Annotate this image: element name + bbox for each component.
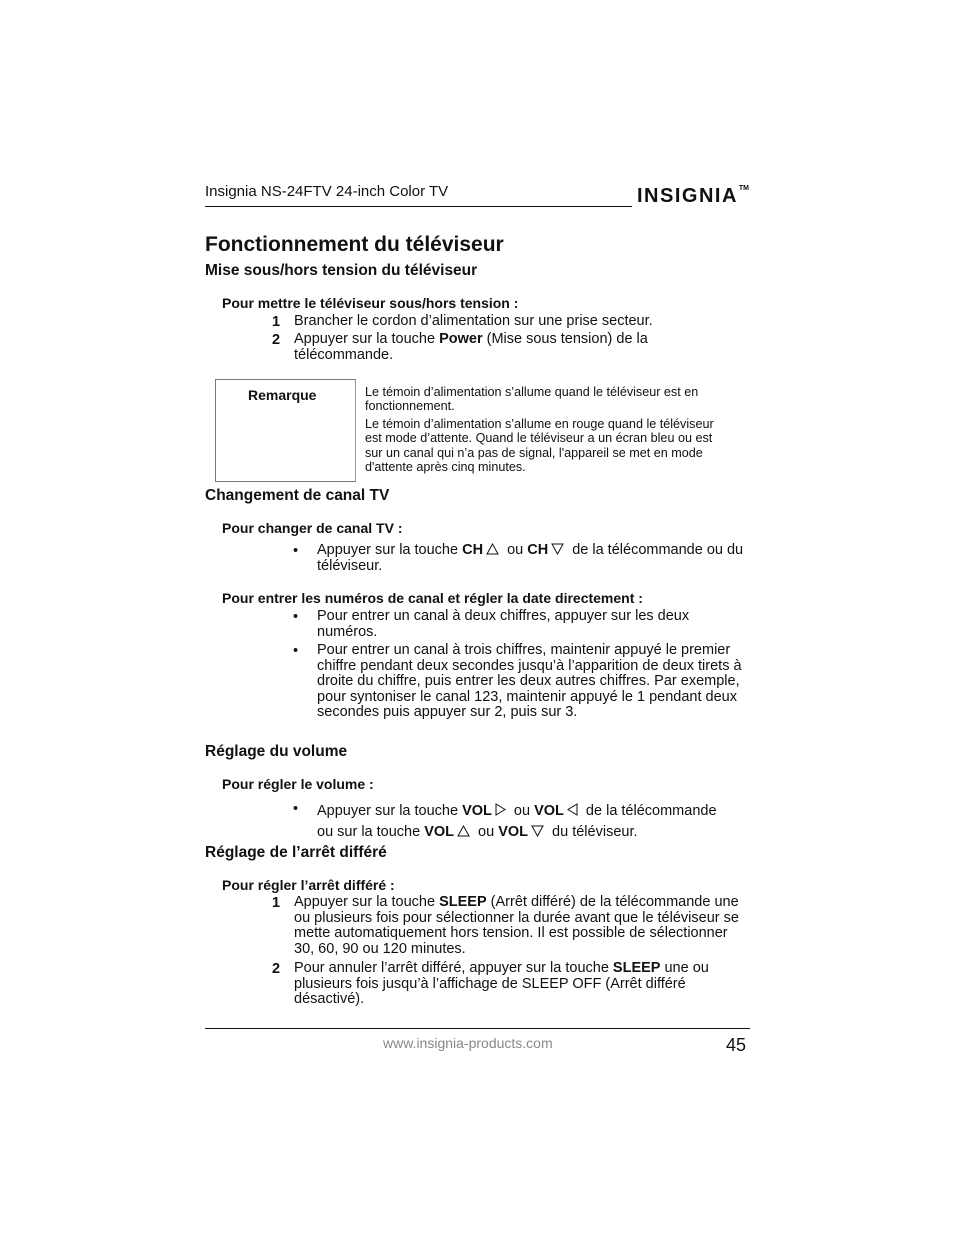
section-heading-power: Mise sous/hors tension du téléviseur [205,262,478,279]
step-number: 1 [272,895,281,911]
list-item: Pour entrer un canal à deux chiffres, appuyer sur les deux numéros. [317,608,690,640]
section-heading-channel: Changement de canal TV [205,487,390,504]
down-triangle-icon [551,543,564,555]
list-item: Appuyer sur la touche CH ou CH de la télécommande ou du téléviseur. [317,542,744,574]
note-text: Le témoin d’alimentation s’allume quand le téléviseur est en fonctionnement. [365,385,699,414]
procedure-heading-volume: Pour régler le volume : [222,776,374,792]
footer-url: www.insignia-products.com [383,1035,553,1051]
bullet-marker: • [293,543,299,559]
list-item: Pour entrer un canal à trois chiffres, maintenir appuyé le premier chiffre pendant deux secondes jusqu’à l’apparition de deux tirets à droite du chiffre, puis entrer les deux autres chiffres. Par exemple, pour syntoniser le canal 123, maintenir appuyé le 1 pendant deux secondes puis appuyer sur 2, puis sur 3. [317,642,742,721]
left-triangle-icon [567,803,578,816]
insignia-logo [637,185,749,208]
footer-rule [205,1028,750,1029]
up-triangle-icon [486,543,499,555]
header-title: Insignia NS-24FTV 24-inch Color TV [205,183,449,200]
bullet-marker: • [293,609,299,625]
procedure-heading-power: Pour mettre le téléviseur sous/hors tension : [222,295,519,311]
step-text: Appuyer sur la touche Power (Mise sous tension) de la télécommande. [294,331,648,363]
note-label: Remarque [248,387,317,403]
step-number: 2 [272,961,281,977]
step-text: Appuyer sur la touche SLEEP (Arrêt différé) de la télécommande une ou plusieurs fois pour sélectionner la durée avant que le téléviseur se mette automatiquement hors tension. Il est possible de sélectionner 30, 60, 90 ou 120 minutes. [294,894,739,957]
section-heading-sleep: Réglage de l’arrêt différé [205,844,387,861]
procedure-heading-sleep: Pour régler l’arrêt différé : [222,877,395,893]
down-triangle-icon [531,825,544,837]
header-rule [205,206,632,207]
logo-text: INSIGNIA [637,185,738,207]
procedure-heading-direct: Pour entrer les numéros de canal et régler la date directement : [222,590,643,606]
power-key: Power [439,331,483,347]
procedure-heading-channel: Pour changer de canal TV : [222,520,403,536]
step-text: Brancher le cordon d’alimentation sur une prise secteur. [294,313,653,329]
page-title: Fonctionnement du téléviseur [205,233,504,256]
up-triangle-icon [457,825,470,837]
sleep-key: SLEEP [612,960,661,976]
section-heading-volume: Réglage du volume [205,743,348,760]
sleep-key: SLEEP [439,894,487,910]
right-triangle-icon [495,803,506,816]
logo-trademark: TM [738,185,750,192]
step-number: 2 [272,332,281,348]
step-number: 1 [272,314,281,330]
bullet-marker: • [293,801,299,817]
list-item: Appuyer sur la touche VOL ou VOL de la télécommande ou sur la touche VOL ou VOL du téléviseur. [317,803,717,840]
step-text: Pour annuler l’arrêt différé, appuyer sur la touche SLEEP une ou plusieurs fois jusqu’à l’affichage de SLEEP OFF (Arrêt différé désactivé). [294,960,709,1008]
bullet-marker: • [293,643,299,659]
note-text: Le témoin d’alimentation s’allume en rouge quand le téléviseur est mode d’attente. Quand le téléviseur a un écran bleu ou est sur un canal qui n’a pas de signal, l'appareil se met en mode d'attente après cinq minutes. [365,417,714,474]
page-number: 45 [726,1035,747,1055]
